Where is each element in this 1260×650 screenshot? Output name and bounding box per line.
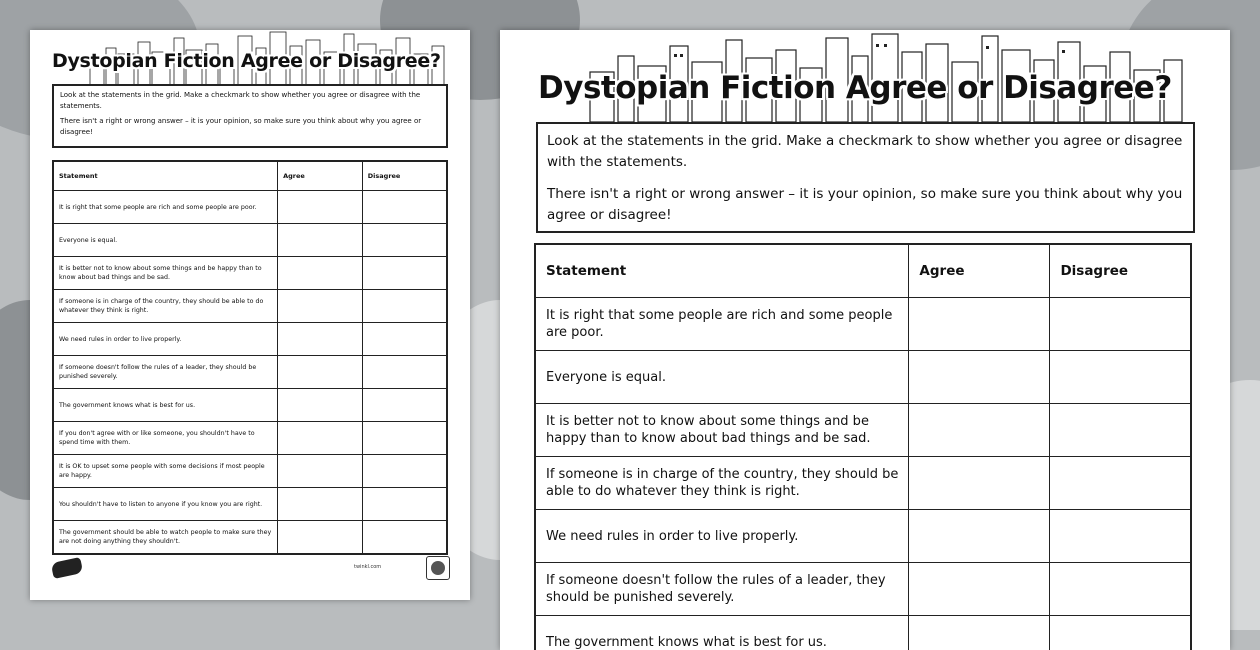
disagree-checkbox-cell[interactable]: [1050, 298, 1191, 351]
statement-cell: If someone doesn't follow the rules of a leader, they should be punished severely.: [53, 356, 278, 389]
table-row: [53, 323, 447, 356]
agree-checkbox-cell[interactable]: [909, 563, 1050, 616]
table-row: [535, 510, 1191, 563]
statement-cell: If someone is in charge of the country, they should be able to do whatever they think is right.: [535, 457, 909, 510]
statement-cell: If you don't agree with or like someone, you shouldn't have to spend time with them.: [53, 422, 278, 455]
agree-checkbox-cell[interactable]: [278, 290, 363, 323]
footer-url: twinkl.com: [354, 564, 381, 570]
disagree-checkbox-cell[interactable]: [362, 521, 447, 555]
table-row: [535, 457, 1191, 510]
agree-checkbox-cell[interactable]: [278, 422, 363, 455]
agree-checkbox-cell[interactable]: [909, 351, 1050, 404]
header-disagree: Disagree: [362, 161, 447, 191]
agree-checkbox-cell[interactable]: [909, 404, 1050, 457]
header-disagree: Disagree: [1050, 244, 1191, 298]
table-row: [53, 356, 447, 389]
header-statement: Statement: [535, 244, 909, 298]
disagree-checkbox-cell[interactable]: [362, 191, 447, 224]
disagree-checkbox-cell[interactable]: [1050, 510, 1191, 563]
table-row: [53, 521, 447, 555]
disagree-checkbox-cell[interactable]: [1050, 563, 1191, 616]
table-row: [535, 616, 1191, 650]
disagree-checkbox-cell[interactable]: [362, 257, 447, 290]
table-row: [535, 298, 1191, 351]
instructions-box: [52, 84, 448, 148]
agree-checkbox-cell[interactable]: [278, 521, 363, 555]
table-row: [53, 224, 447, 257]
worksheet-thumbnail: [30, 30, 470, 600]
statement-grid: [52, 160, 448, 555]
table-row: [53, 290, 447, 323]
agree-checkbox-cell[interactable]: [909, 616, 1050, 650]
statement-cell: We need rules in order to live properly.: [535, 510, 909, 563]
table-header-row: [535, 244, 1191, 298]
statement-cell: If someone doesn't follow the rules of a leader, they should be punished severely.: [535, 563, 909, 616]
table-header-row: [53, 161, 447, 191]
agree-checkbox-cell[interactable]: [278, 224, 363, 257]
statement-cell: You shouldn't have to listen to anyone if you know you are right.: [53, 488, 278, 521]
quality-badge-icon: [426, 556, 450, 580]
table-row: [535, 404, 1191, 457]
statement-grid: [534, 243, 1192, 650]
table-row: [53, 488, 447, 521]
disagree-checkbox-cell[interactable]: [362, 290, 447, 323]
statement-cell: The government knows what is best for us.: [535, 616, 909, 650]
statement-cell: The government knows what is best for us.: [53, 389, 278, 422]
disagree-checkbox-cell[interactable]: [1050, 404, 1191, 457]
agree-checkbox-cell[interactable]: [278, 323, 363, 356]
disagree-checkbox-cell[interactable]: [362, 323, 447, 356]
disagree-checkbox-cell[interactable]: [362, 224, 447, 257]
worksheet-title: Dystopian Fiction Agree or Disagree?: [538, 70, 1172, 106]
instruction-text: There isn't a right or wrong answer – it is your opinion, so make sure you think about why you agree or disagree!: [60, 116, 440, 138]
agree-checkbox-cell[interactable]: [278, 191, 363, 224]
statement-cell: It is right that some people are rich and some people are poor.: [53, 191, 278, 224]
table-row: [53, 455, 447, 488]
instruction-text: There isn't a right or wrong answer – it is your opinion, so make sure you think about why you agree or disagree!: [547, 184, 1184, 226]
agree-checkbox-cell[interactable]: [909, 298, 1050, 351]
disagree-checkbox-cell[interactable]: [1050, 457, 1191, 510]
instruction-text: Look at the statements in the grid. Make a checkmark to show whether you agree or disagree with the statements.: [60, 90, 440, 112]
agree-checkbox-cell[interactable]: [278, 257, 363, 290]
worksheet-zoomed: [500, 30, 1230, 650]
worksheet-title: Dystopian Fiction Agree or Disagree?: [52, 50, 441, 72]
instruction-text: Look at the statements in the grid. Make a checkmark to show whether you agree or disagree with the statements.: [547, 131, 1184, 173]
agree-checkbox-cell[interactable]: [278, 488, 363, 521]
statement-cell: Everyone is equal.: [53, 224, 278, 257]
disagree-checkbox-cell[interactable]: [362, 422, 447, 455]
statement-cell: We need rules in order to live properly.: [53, 323, 278, 356]
statement-cell: It is better not to know about some things and be happy than to know about bad things and be sad.: [53, 257, 278, 290]
statement-cell: The government should be able to watch people to make sure they are not doing anything they shouldn't.: [53, 521, 278, 555]
statement-cell: It is right that some people are rich and some people are poor.: [535, 298, 909, 351]
table-row: [53, 422, 447, 455]
agree-checkbox-cell[interactable]: [909, 510, 1050, 563]
twinkl-logo: [51, 557, 84, 579]
table-row: [53, 257, 447, 290]
statement-cell: Everyone is equal.: [535, 351, 909, 404]
table-row: [535, 563, 1191, 616]
table-row: [53, 191, 447, 224]
table-row: [53, 389, 447, 422]
disagree-checkbox-cell[interactable]: [1050, 351, 1191, 404]
agree-checkbox-cell[interactable]: [278, 356, 363, 389]
disagree-checkbox-cell[interactable]: [1050, 616, 1191, 650]
disagree-checkbox-cell[interactable]: [362, 356, 447, 389]
statement-cell: If someone is in charge of the country, they should be able to do whatever they think is right.: [53, 290, 278, 323]
agree-checkbox-cell[interactable]: [278, 389, 363, 422]
header-statement: Statement: [53, 161, 278, 191]
header-agree: Agree: [909, 244, 1050, 298]
disagree-checkbox-cell[interactable]: [362, 455, 447, 488]
agree-checkbox-cell[interactable]: [278, 455, 363, 488]
instructions-box: [536, 122, 1195, 233]
statement-cell: It is OK to upset some people with some decisions if most people are happy.: [53, 455, 278, 488]
agree-checkbox-cell[interactable]: [909, 457, 1050, 510]
disagree-checkbox-cell[interactable]: [362, 488, 447, 521]
statement-cell: It is better not to know about some things and be happy than to know about bad things and be sad.: [535, 404, 909, 457]
table-row: [535, 351, 1191, 404]
header-agree: Agree: [278, 161, 363, 191]
disagree-checkbox-cell[interactable]: [362, 389, 447, 422]
